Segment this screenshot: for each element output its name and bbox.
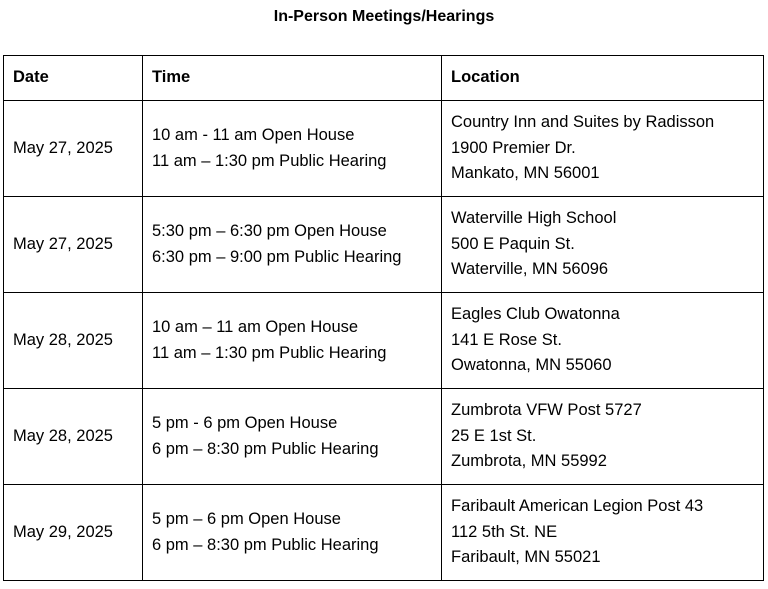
venue-name: Country Inn and Suites by Radisson [451, 113, 715, 132]
venue-name: Zumbrota VFW Post 5727 [451, 401, 642, 420]
city-state-zip: Faribault, MN 55021 [451, 548, 601, 567]
open-house-time: 5 pm – 6 pm Open House [152, 510, 341, 528]
meetings-table [3, 55, 764, 581]
page-title: In-Person Meetings/Hearings [273, 8, 495, 25]
street-address: 25 E 1st St. [451, 426, 537, 445]
public-hearing-time: 6 pm – 8:30 pm Public Hearing [152, 535, 379, 554]
open-house-time: 10 am – 11 am Open House [152, 318, 359, 336]
open-house-time: 5 pm - 6 pm Open House [152, 414, 338, 432]
time-cell [143, 293, 442, 389]
public-hearing-time: 6 pm – 8:30 pm Public Hearing [152, 439, 379, 458]
street-address: 1900 Premier Dr. [451, 138, 576, 157]
location-cell [442, 293, 764, 389]
table-header-row [4, 56, 764, 101]
city-state-zip: Mankato, MN 56001 [451, 164, 600, 183]
time-cell [143, 389, 442, 485]
location-cell [442, 197, 764, 293]
street-address: 500 E Paquin St. [451, 234, 575, 253]
time-cell [143, 485, 442, 581]
date-cell: May 27, 2025 [4, 101, 143, 197]
table-row [4, 293, 764, 389]
public-hearing-time: 11 am – 1:30 pm Public Hearing [152, 151, 387, 170]
column-header-time: Time [143, 56, 442, 101]
date-cell: May 29, 2025 [4, 485, 143, 581]
street-address: 141 E Rose St. [451, 330, 562, 349]
public-hearing-time: 6:30 pm – 9:00 pm Public Hearing [152, 247, 402, 266]
location-cell [442, 101, 764, 197]
table-row [4, 485, 764, 581]
city-state-zip: Zumbrota, MN 55992 [451, 452, 607, 471]
date-cell: May 28, 2025 [4, 293, 143, 389]
public-hearing-time: 11 am – 1:30 pm Public Hearing [152, 343, 387, 362]
street-address: 112 5th St. NE [451, 522, 558, 541]
time-cell [143, 101, 442, 197]
venue-name: Eagles Club Owatonna [451, 305, 620, 324]
open-house-time: 5:30 pm – 6:30 pm Open House [152, 222, 387, 240]
table-row [4, 101, 764, 197]
location-cell [442, 485, 764, 581]
table-row [4, 389, 764, 485]
location-cell [442, 389, 764, 485]
date-cell: May 27, 2025 [4, 197, 143, 293]
date-cell: May 28, 2025 [4, 389, 143, 485]
open-house-time: 10 am - 11 am Open House [152, 126, 355, 144]
venue-name: Waterville High School [451, 209, 617, 228]
venue-name: Faribault American Legion Post 43 [451, 497, 704, 516]
column-header-location: Location [442, 56, 764, 101]
time-cell [143, 197, 442, 293]
city-state-zip: Waterville, MN 56096 [451, 260, 609, 279]
table-row [4, 197, 764, 293]
city-state-zip: Owatonna, MN 55060 [451, 356, 612, 375]
column-header-date: Date [4, 56, 143, 101]
